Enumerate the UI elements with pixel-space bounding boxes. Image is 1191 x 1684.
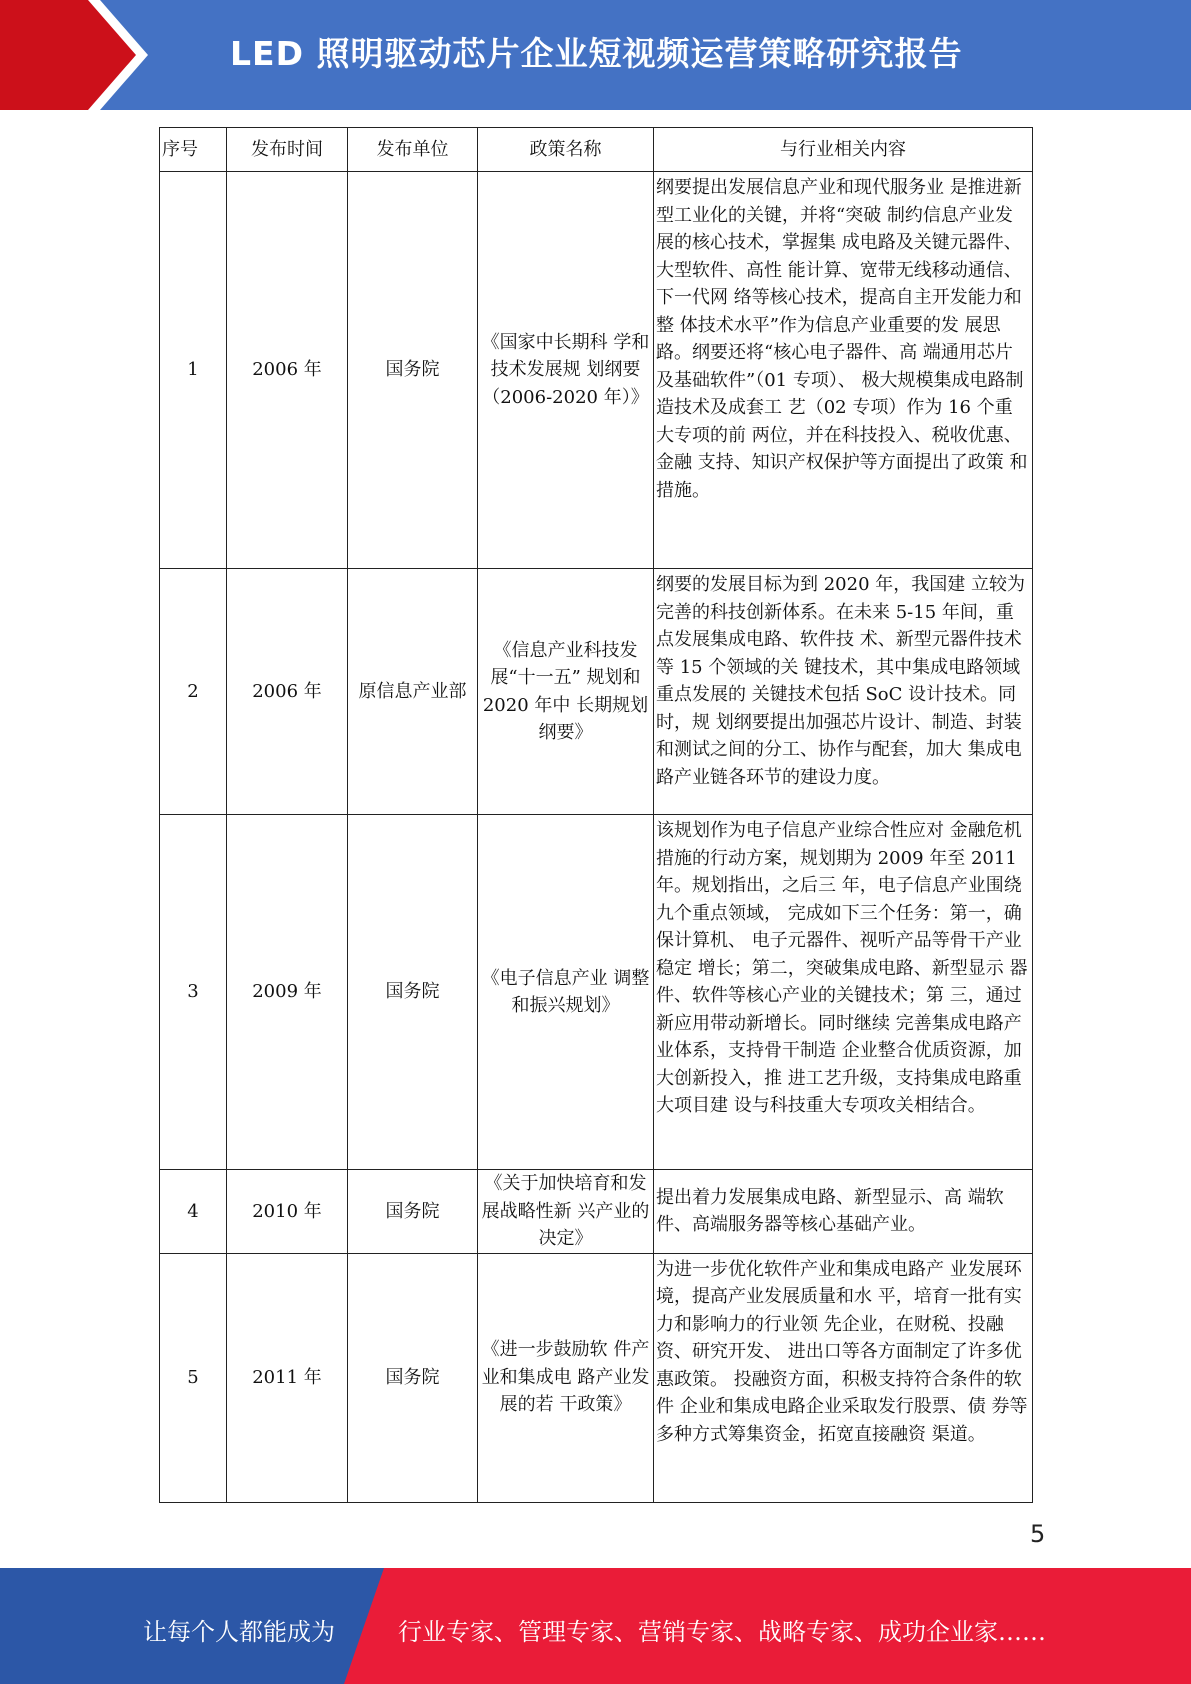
cell-date: 2011 年 bbox=[227, 1253, 348, 1502]
column-header-date: 发布时间 bbox=[227, 128, 348, 172]
footer-slogan-right: 行业专家、管理专家、营销专家、战略专家、成功企业家…… bbox=[398, 1618, 1046, 1646]
cell-date: 2006 年 bbox=[227, 569, 348, 815]
cell-number: 1 bbox=[160, 172, 227, 569]
footer-slogan-left: 让每个人都能成为 bbox=[143, 1618, 335, 1646]
cell-issuer: 国务院 bbox=[348, 1253, 478, 1502]
cell-content: 纲要提出发展信息产业和现代服务业 是推进新型工业化的关键，并将“突破 制约信息产业发展的核心技术，掌握集 成电路及关键元器件、大型软件、高性 能计算、宽带无线移动通信、下一代网 络等核心技术，提高自主开发能力和整 体技术水平”作为信息产业重要的发 展思路。纲要还将“核心电子器件、高 端通用芯片及基础软件”（01 专项）、 极大规模集成电路制造技术及成套工 艺（02 专项）作为 16 个重大专项的前 两位，并在科技投入、税收优惠、金融 支持、知识产权保护等方面提出了政策 和措施。 bbox=[654, 172, 1033, 569]
cell-number: 2 bbox=[160, 569, 227, 815]
column-header-content: 与行业相关内容 bbox=[654, 128, 1033, 172]
table-row bbox=[160, 1253, 1033, 1502]
cell-policy-name: 《电子信息产业 调整和振兴规划》 bbox=[478, 815, 654, 1170]
page-footer bbox=[0, 1568, 1191, 1684]
table-row bbox=[160, 569, 1033, 815]
cell-content: 该规划作为电子信息产业综合性应对 金融危机措施的行动方案，规划期为 2009 年至 2011 年。规划指出，之后三 年，电子信息产业围绕九个重点领域， 完成如下三个任务：第一，确保计算机、 电子元器件、视听产品等骨干产业稳定 增长；第二，突破集成电路、新型显示 器件、软件等核心产业的关键技术；第 三，通过新应用带动新增长。同时继续 完善集成电路产业体系，支持骨干制造 企业整合优质资源，加大创新投入，推 进工艺升级，支持集成电路重大项目建 设与科技重大专项攻关相结合。 bbox=[654, 815, 1033, 1170]
cell-issuer: 国务院 bbox=[348, 815, 478, 1170]
policy-table bbox=[159, 127, 1033, 1503]
column-header-issuer: 发布单位 bbox=[348, 128, 478, 172]
page-number: 5 bbox=[1030, 1520, 1046, 1548]
cell-content: 为进一步优化软件产业和集成电路产 业发展环境，提高产业发展质量和水 平，培育一批有实力和影响力的行业领 先企业，在财税、投融资、研究开发、 进出口等各方面制定了许多优惠政策。 投融资方面，积极支持符合条件的软件 企业和集成电路企业采取发行股票、债 券等多种方式筹集资金，拓宽直接融资 渠道。 bbox=[654, 1253, 1033, 1502]
cell-policy-name: 《国家中长期科 学和技术发展规 划纲要（2006-2020 年）》 bbox=[478, 172, 654, 569]
cell-policy-name: 《关于加快培育和发展战略性新 兴产业的决定》 bbox=[478, 1170, 654, 1254]
cell-issuer: 国务院 bbox=[348, 172, 478, 569]
column-header-number: 序号 bbox=[160, 128, 227, 172]
table-header-row bbox=[160, 128, 1033, 172]
table-row bbox=[160, 1170, 1033, 1254]
cell-policy-name: 《信息产业科技发展“十一五” 规划和 2020 年中 长期规划纲要》 bbox=[478, 569, 654, 815]
cell-policy-name: 《进一步鼓励软 件产业和集成电 路产业发展的若 干政策》 bbox=[478, 1253, 654, 1502]
cell-issuer: 国务院 bbox=[348, 1170, 478, 1254]
cell-content: 纲要的发展目标为到 2020 年，我国建 立较为完善的科技创新体系。在未来 5-15 年间，重点发展集成电路、软件技 术、新型元器件技术等 15 个领域的关 键技术，其中集成电路领域重点发展的 关键技术包括 SoC 设计技术。同时，规 划纲要提出加强芯片设计、制造、封装 和测试之间的分工、协作与配套，加大 集成电路产业链各环节的建设力度。 bbox=[654, 569, 1033, 815]
table-row bbox=[160, 172, 1033, 569]
cell-issuer: 原信息产业部 bbox=[348, 569, 478, 815]
cell-date: 2010 年 bbox=[227, 1170, 348, 1254]
table-row bbox=[160, 815, 1033, 1170]
cell-date: 2009 年 bbox=[227, 815, 348, 1170]
cell-number: 5 bbox=[160, 1253, 227, 1502]
column-header-policy-name: 政策名称 bbox=[478, 128, 654, 172]
cell-number: 4 bbox=[160, 1170, 227, 1254]
cell-number: 3 bbox=[160, 815, 227, 1170]
report-title: LED 照明驱动芯片企业短视频运营策略研究报告 bbox=[230, 34, 963, 73]
cell-content: 提出着力发展集成电路、新型显示、高 端软件、高端服务器等核心基础产业。 bbox=[654, 1170, 1033, 1254]
cell-date: 2006 年 bbox=[227, 172, 348, 569]
page-header bbox=[0, 0, 1191, 110]
